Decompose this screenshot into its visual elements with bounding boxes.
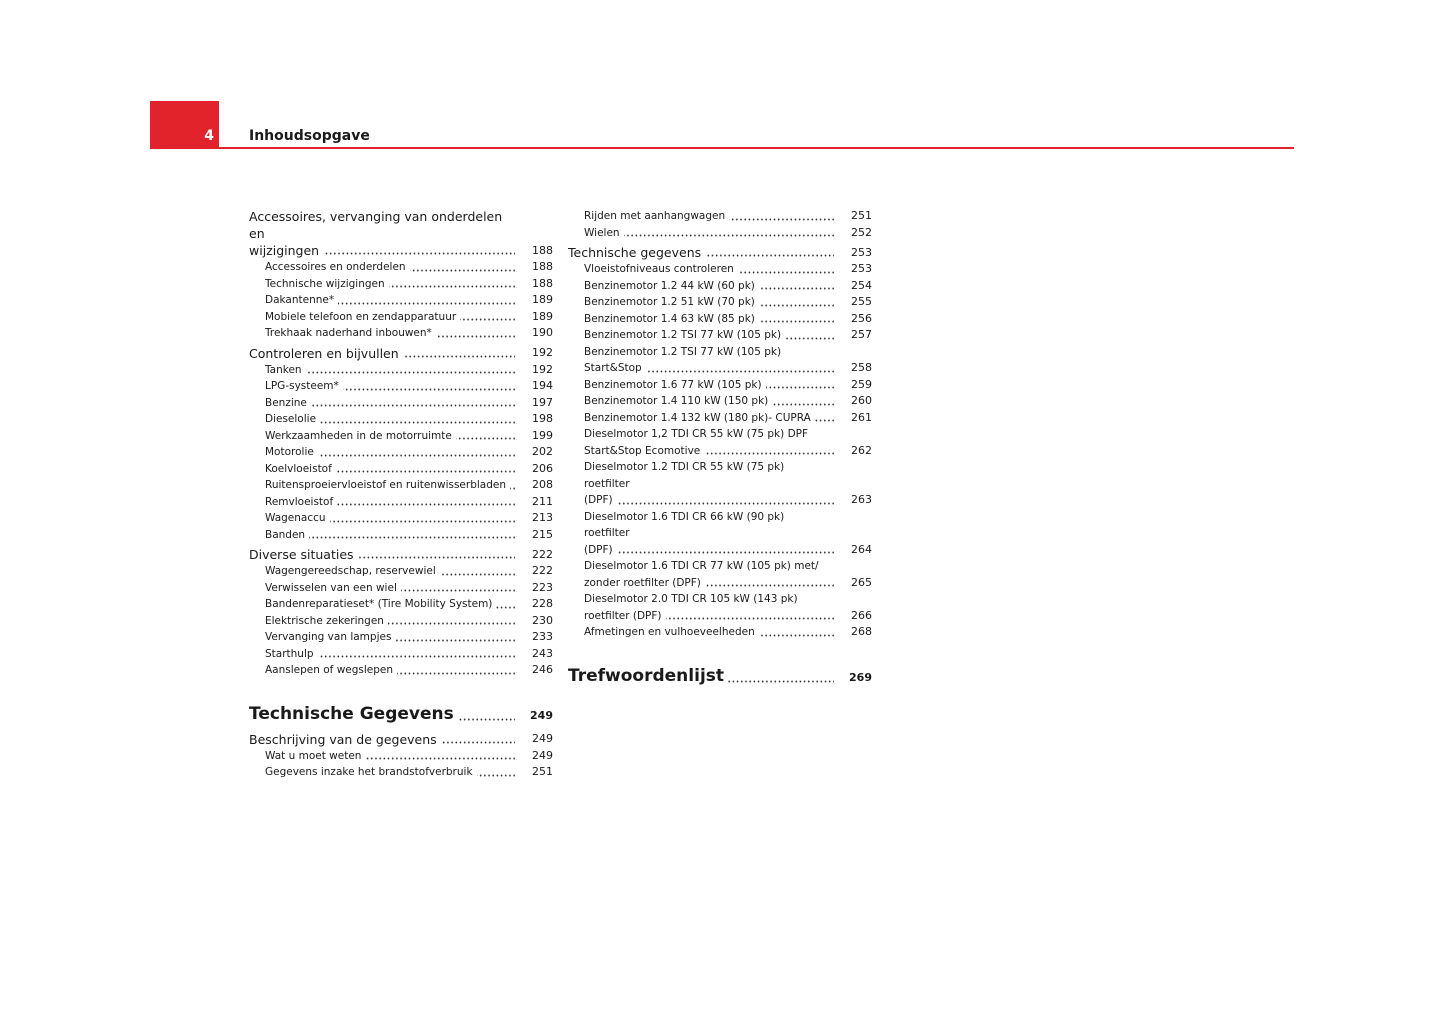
toc-entry-label bbox=[249, 703, 515, 725]
toc-entry-label bbox=[568, 244, 834, 261]
toc-entry-text: Technische Gegevens bbox=[249, 704, 458, 724]
toc-entry-page: 265 bbox=[851, 575, 872, 589]
toc-entry[interactable] bbox=[249, 731, 553, 748]
toc-entry-page: 189 bbox=[532, 293, 553, 306]
toc-entry-text: LPG-systeem* bbox=[265, 380, 343, 392]
toc-entry-page: 260 bbox=[851, 394, 872, 407]
toc-entry-label bbox=[265, 510, 515, 527]
toc-entry-label bbox=[584, 393, 834, 410]
toc-entry[interactable] bbox=[249, 646, 553, 663]
toc-entry-label bbox=[584, 344, 834, 377]
toc-entry-page: 206 bbox=[532, 461, 553, 475]
toc-entry-page: 188 bbox=[532, 260, 553, 273]
page-title: Inhoudsopgave bbox=[249, 128, 370, 144]
toc-entry-label bbox=[265, 411, 515, 428]
toc-entry-page: 268 bbox=[851, 625, 872, 638]
toc-entry-label bbox=[584, 624, 834, 641]
toc-entry-label bbox=[584, 327, 834, 344]
toc-entry[interactable] bbox=[568, 426, 872, 459]
toc-entry-page: 259 bbox=[851, 377, 872, 391]
toc-entry-text: Wat u moet weten bbox=[265, 750, 365, 762]
toc-entry-page: 255 bbox=[851, 295, 872, 308]
toc-entry[interactable] bbox=[568, 509, 872, 559]
toc-entry-text: Controleren en bijvullen bbox=[249, 346, 403, 361]
toc-entry-text: Benzinemotor 1.6 77 kW (105 pk) bbox=[584, 379, 766, 391]
page-number: 4 bbox=[204, 128, 214, 144]
toc-entry-text: Dieselmotor 1.2 TDI CR 55 kW (75 pk) roetfilter bbox=[584, 459, 834, 492]
toc-entry-text: Gegevens inzake het brandstofverbruik bbox=[265, 766, 477, 778]
toc-entry-text: Motorolie bbox=[265, 446, 318, 458]
toc-entry-page: 258 bbox=[851, 361, 872, 374]
toc-entry[interactable] bbox=[249, 580, 553, 597]
toc-entry-text: Benzinemotor 1.4 63 kW (85 pk) bbox=[584, 313, 759, 325]
toc-entry-page: 189 bbox=[532, 309, 553, 323]
toc-entry-text: Benzinemotor 1.4 110 kW (150 pk) bbox=[584, 395, 772, 407]
toc-entry[interactable] bbox=[249, 411, 553, 428]
toc-entry-label bbox=[265, 461, 515, 478]
toc-entry-label bbox=[265, 662, 515, 679]
toc-entry-page: 249 bbox=[530, 709, 553, 722]
toc-entry-page: 249 bbox=[532, 732, 553, 745]
toc-entry-page: 253 bbox=[851, 262, 872, 275]
toc-entry-page: 230 bbox=[532, 613, 553, 627]
toc-entry-label bbox=[568, 665, 834, 687]
toc-entry-page: 194 bbox=[532, 379, 553, 392]
toc-entry[interactable] bbox=[249, 309, 553, 326]
toc-entry-text: (DPF) bbox=[584, 544, 617, 556]
toc-entry[interactable] bbox=[568, 393, 872, 410]
toc-entry-page: 222 bbox=[532, 564, 553, 577]
toc-entry-label bbox=[584, 426, 834, 459]
toc-entry-page: 252 bbox=[851, 225, 872, 239]
toc-entry-page: 198 bbox=[532, 412, 553, 425]
toc-entry[interactable] bbox=[568, 294, 872, 311]
toc-entry-page: 211 bbox=[532, 494, 553, 508]
toc-entry-label bbox=[249, 345, 515, 362]
toc-entry[interactable] bbox=[568, 591, 872, 624]
toc-entry-text: Tanken bbox=[265, 364, 306, 376]
toc-entry[interactable] bbox=[568, 261, 872, 278]
toc-entry-text: Dakantenne* bbox=[265, 294, 338, 306]
toc-entry-label bbox=[265, 596, 515, 613]
toc-entry[interactable] bbox=[249, 276, 553, 293]
toc-entry-page: 257 bbox=[851, 328, 872, 341]
toc-column-right bbox=[568, 208, 872, 693]
toc-entry[interactable] bbox=[249, 428, 553, 445]
toc-entry[interactable] bbox=[249, 477, 553, 494]
toc-entry-page: 188 bbox=[532, 276, 553, 290]
toc-entry-text: (DPF) bbox=[584, 494, 617, 506]
toc-entry-text: Diverse situaties bbox=[249, 547, 358, 562]
toc-entry-label bbox=[265, 259, 515, 276]
toc-entry[interactable] bbox=[249, 629, 553, 646]
toc-entry-label bbox=[265, 292, 515, 309]
toc-entry-text: Benzinemotor 1.4 132 kW (180 pk)- CUPRA bbox=[584, 412, 815, 424]
toc-entry-text: Dieselolie bbox=[265, 413, 320, 425]
toc-entry-label bbox=[584, 558, 834, 591]
toc-entry-page: 256 bbox=[851, 311, 872, 325]
toc-entry-text: Wielen bbox=[584, 227, 624, 239]
toc-entry-text: Accessoires, vervanging van onderdelen en bbox=[249, 208, 513, 242]
toc-entry-text: Aanslepen of wegslepen bbox=[265, 664, 397, 676]
toc-entry-text: Elektrische zekeringen bbox=[265, 615, 388, 627]
toc-entry-text: Trefwoordenlijst bbox=[568, 666, 728, 686]
toc-entry[interactable] bbox=[568, 558, 872, 591]
toc-entry-page: 223 bbox=[532, 580, 553, 594]
toc-entry-text: Benzinemotor 1.2 51 kW (70 pk) bbox=[584, 296, 759, 308]
toc-entry-label bbox=[584, 294, 834, 311]
toc-entry-label bbox=[265, 563, 515, 580]
toc-entry-label bbox=[265, 276, 515, 293]
toc-entry-label bbox=[249, 731, 515, 748]
toc-entry-label bbox=[265, 378, 515, 395]
toc-entry-page: 215 bbox=[532, 527, 553, 541]
toc-entry[interactable] bbox=[249, 494, 553, 511]
toc-entry-text: Rijden met aanhangwagen bbox=[584, 210, 729, 222]
toc-entry[interactable] bbox=[568, 225, 872, 242]
toc-entry-text: Mobiele telefoon en zendapparatuur bbox=[265, 311, 460, 323]
toc-entry-page: 208 bbox=[532, 478, 553, 491]
toc-entry[interactable] bbox=[249, 510, 553, 527]
toc-entry-label bbox=[265, 362, 515, 379]
toc-entry-text: zonder roetfilter (DPF) bbox=[584, 577, 705, 589]
toc-entry-page: 253 bbox=[851, 245, 872, 259]
toc-entry[interactable] bbox=[249, 764, 553, 781]
toc-entry-text: Benzinemotor 1.2 TSI 77 kW (105 pk) bbox=[584, 329, 785, 341]
toc-entry[interactable] bbox=[249, 362, 553, 379]
toc-entry-page: 249 bbox=[532, 748, 553, 762]
toc-entry-label bbox=[265, 580, 515, 597]
toc-entry-text: Benzinemotor 1.2 TSI 77 kW (105 pk) Start&Stop bbox=[584, 345, 782, 374]
toc-entry-text: Trekhaak naderhand inbouwen* bbox=[265, 327, 436, 339]
toc-entry-text: Dieselmotor 2.0 TDI CR 105 kW (143 pk) bbox=[584, 591, 834, 608]
toc-entry[interactable] bbox=[249, 378, 553, 395]
toc-entry-text: Dieselmotor 1.6 TDI CR 66 kW (90 pk) roetfilter bbox=[584, 509, 834, 542]
toc-entry-text: roetfilter (DPF) bbox=[584, 610, 666, 622]
toc-entry-text: Banden bbox=[265, 529, 309, 541]
toc-entry-page: 251 bbox=[851, 209, 872, 222]
toc-entry-label bbox=[265, 428, 515, 445]
toc-entry-text: Ruitensproeiervloeistof en ruitenwisserbladen bbox=[265, 479, 510, 491]
toc-entry-text: Wagenaccu bbox=[265, 512, 330, 524]
toc-entry-text: Benzinemotor 1.2 44 kW (60 pk) bbox=[584, 280, 759, 292]
toc-entry-page: 251 bbox=[532, 765, 553, 778]
toc-entry-page: 197 bbox=[532, 395, 553, 409]
toc-entry-page: 199 bbox=[532, 428, 553, 442]
toc-entry[interactable] bbox=[568, 459, 872, 509]
toc-entry-text: Vloeistofniveaus controleren bbox=[584, 263, 738, 275]
toc-entry-text: Technische wijzigingen bbox=[265, 278, 389, 290]
toc-entry[interactable] bbox=[249, 563, 553, 580]
toc-entry-page: 246 bbox=[532, 663, 553, 676]
toc-entry-page: 222 bbox=[532, 547, 553, 561]
toc-entry-label bbox=[265, 748, 515, 765]
toc-entry[interactable] bbox=[568, 244, 872, 261]
toc-entry[interactable] bbox=[568, 344, 872, 377]
toc-entry-label bbox=[265, 494, 515, 511]
toc-entry[interactable] bbox=[249, 345, 553, 362]
toc-entry-page: 254 bbox=[851, 278, 872, 292]
toc-entry-page: 228 bbox=[532, 597, 553, 610]
header-rule bbox=[150, 147, 1294, 149]
toc-entry[interactable] bbox=[249, 662, 553, 679]
toc-entry-label bbox=[265, 395, 515, 412]
toc-entry-label bbox=[584, 377, 834, 394]
toc-entry[interactable] bbox=[249, 292, 553, 309]
toc-entry[interactable] bbox=[249, 395, 553, 412]
toc-entry-label bbox=[249, 546, 515, 563]
toc-entry-label bbox=[265, 764, 515, 781]
toc-entry[interactable] bbox=[249, 259, 553, 276]
toc-entry[interactable] bbox=[568, 665, 872, 687]
toc-entry-text: Koelvloeistof bbox=[265, 463, 336, 475]
toc-entry-page: 264 bbox=[851, 542, 872, 556]
toc-entry-label bbox=[584, 208, 834, 225]
toc-entry[interactable] bbox=[568, 624, 872, 641]
toc-entry-label bbox=[265, 646, 515, 663]
toc-entry-label bbox=[584, 459, 834, 509]
toc-entry-page: 233 bbox=[532, 630, 553, 643]
toc-entry-page: 213 bbox=[532, 511, 553, 524]
toc-entry-text: Start&Stop Ecomotive bbox=[584, 445, 704, 457]
toc-entry-label bbox=[584, 591, 834, 624]
toc-entry-page: 261 bbox=[851, 410, 872, 424]
toc-entry-page: 262 bbox=[851, 443, 872, 457]
toc-entry-text: Beschrijving van de gegevens bbox=[249, 732, 441, 747]
toc-entry[interactable] bbox=[249, 546, 553, 563]
toc-entry-label bbox=[584, 225, 834, 242]
toc-entry-text: Starthulp bbox=[265, 648, 318, 660]
toc-entry-text: Remvloeistof bbox=[265, 496, 337, 508]
toc-entry[interactable] bbox=[249, 527, 553, 544]
toc-entry[interactable] bbox=[568, 327, 872, 344]
toc-entry-text: Werkzaamheden in de motorruimte bbox=[265, 430, 456, 442]
toc-entry[interactable] bbox=[249, 444, 553, 461]
toc-entry-page: 188 bbox=[532, 243, 553, 257]
toc-entry-text: Afmetingen en vulhoeveelheden bbox=[584, 626, 759, 638]
toc-entry-page: 269 bbox=[849, 671, 872, 684]
toc-entry-text: Accessoires en onderdelen bbox=[265, 261, 410, 273]
toc-entry[interactable] bbox=[249, 461, 553, 478]
toc-entry-text: Bandenreparatieset* (Tire Mobility System) bbox=[265, 598, 496, 610]
toc-entry[interactable] bbox=[568, 311, 872, 328]
toc-entry-label bbox=[265, 444, 515, 461]
toc-entry-text: Verwisselen van een wiel bbox=[265, 582, 401, 594]
toc-entry-label bbox=[265, 325, 515, 342]
toc-entry-page: 266 bbox=[851, 608, 872, 622]
toc-entry-text: wijzigingen bbox=[249, 243, 323, 258]
toc-entry-label bbox=[584, 410, 834, 427]
toc-entry[interactable] bbox=[568, 278, 872, 295]
toc-entry[interactable] bbox=[568, 377, 872, 394]
toc-entry-label bbox=[584, 278, 834, 295]
toc-entry-page: 192 bbox=[532, 346, 553, 359]
toc-entry-text: Technische gegevens bbox=[568, 245, 705, 260]
toc-entry-label bbox=[265, 613, 515, 630]
toc-entry[interactable] bbox=[249, 596, 553, 613]
toc-entry-page: 192 bbox=[532, 362, 553, 376]
toc-entry-text: Wagengereedschap, reservewiel bbox=[265, 565, 440, 577]
toc-entry-text: Dieselmotor 1.6 TDI CR 77 kW (105 pk) met/ bbox=[584, 558, 834, 575]
toc-entry-label bbox=[265, 527, 515, 544]
toc-entry-label bbox=[265, 309, 515, 326]
toc-entry-label bbox=[584, 509, 834, 559]
toc-entry-page: 202 bbox=[532, 445, 553, 458]
toc-entry-text: Benzine bbox=[265, 397, 311, 409]
toc-column-left bbox=[249, 208, 553, 781]
toc-entry-label bbox=[584, 311, 834, 328]
toc-entry[interactable] bbox=[249, 208, 553, 259]
toc-entry[interactable] bbox=[568, 410, 872, 427]
toc-entry[interactable] bbox=[568, 208, 872, 225]
toc-entry-label bbox=[584, 261, 834, 278]
toc-entry[interactable] bbox=[249, 325, 553, 342]
toc-entry-text: Vervanging van lampjes bbox=[265, 631, 395, 643]
toc-entry[interactable] bbox=[249, 613, 553, 630]
toc-entry-label bbox=[265, 477, 515, 494]
toc-entry-label bbox=[249, 208, 515, 259]
toc-entry[interactable] bbox=[249, 703, 553, 725]
toc-entry-text: Dieselmotor 1,2 TDI CR 55 kW (75 pk) DPF bbox=[584, 426, 834, 443]
toc-entry[interactable] bbox=[249, 748, 553, 765]
toc-entry-label bbox=[265, 629, 515, 646]
toc-entry-page: 263 bbox=[851, 493, 872, 506]
toc-entry-page: 243 bbox=[532, 646, 553, 660]
toc-entry-page: 190 bbox=[532, 326, 553, 339]
